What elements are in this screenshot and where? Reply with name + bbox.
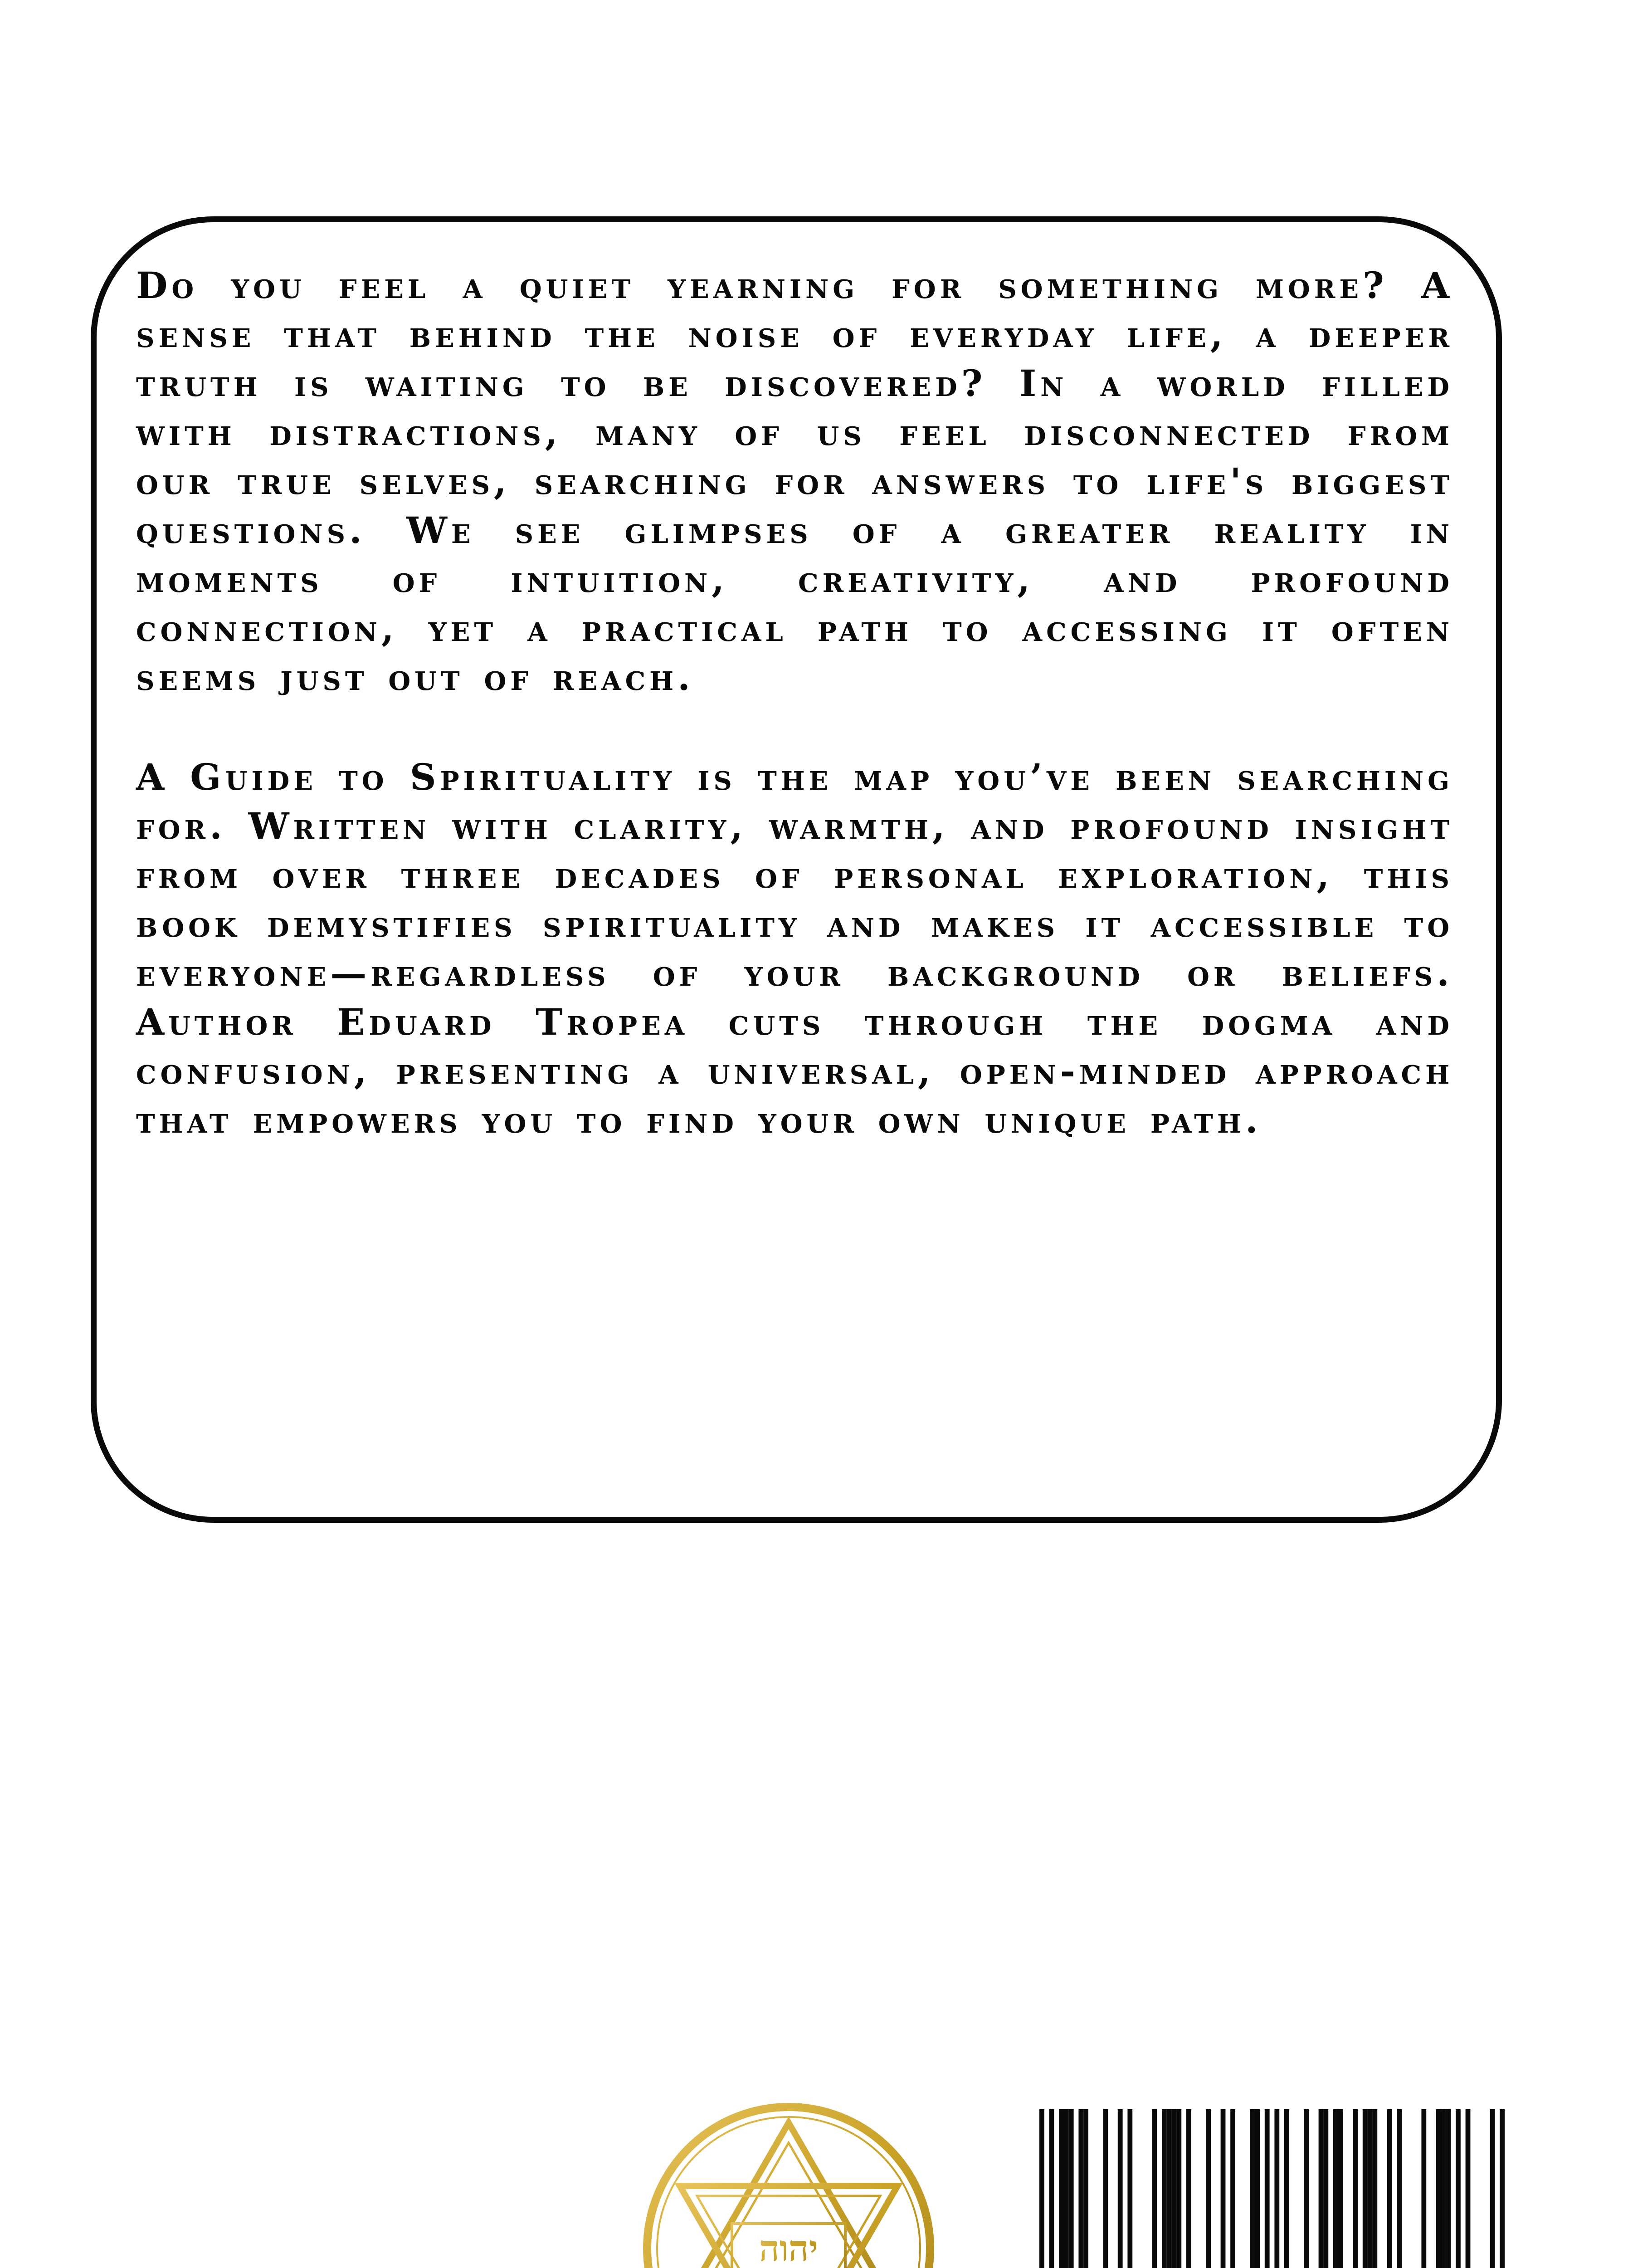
barcode-bar <box>1397 2109 1402 2268</box>
barcode-bar <box>1230 2109 1235 2268</box>
barcode-bar <box>1118 2109 1123 2268</box>
barcode-bar <box>1372 2109 1377 2268</box>
barcode-bar <box>1255 2109 1260 2268</box>
barcode-bar <box>1162 2109 1167 2268</box>
barcode-bar <box>1078 2109 1083 2268</box>
barcode-bar <box>1490 2109 1495 2268</box>
barcode-bar <box>1284 2109 1289 2268</box>
star-of-david-icon <box>641 2101 936 2268</box>
barcode-bar <box>1323 2109 1328 2268</box>
barcode-bar <box>1186 2109 1191 2268</box>
barcode-bar <box>1500 2109 1505 2268</box>
barcode-bar <box>1206 2109 1211 2268</box>
barcode-bar <box>1152 2109 1157 2268</box>
barcode-bar <box>1103 2109 1108 2268</box>
blurb-paragraph-2: A Guide to Spirituality is the map you’ve been searching for. Written with clarity, warmth, and profound insight from over three decades of personal exploration, this book demystifies spirituality and makes it accessible to everyone—regardless of your background or beliefs. Author Eduard Tropea cuts through the dogma and confusion, presenting a universal, open-minded approach that empowers you to find your own unique path. <box>136 756 1454 1141</box>
barcode-bar <box>1353 2109 1358 2268</box>
barcode-bar <box>1363 2109 1368 2268</box>
barcode-bar <box>1338 2109 1343 2268</box>
barcode-bar <box>1274 2109 1279 2268</box>
barcode-bar <box>1387 2109 1392 2268</box>
barcode-bar <box>1368 2109 1373 2268</box>
barcode-bar <box>1466 2109 1471 2268</box>
barcode-bar <box>1167 2109 1172 2268</box>
barcode-bar <box>1436 2109 1441 2268</box>
barcode-bar <box>1333 2109 1338 2268</box>
barcode-bar <box>1039 2109 1044 2268</box>
barcode-bar <box>1069 2109 1074 2268</box>
barcode-bar <box>1265 2109 1270 2268</box>
blurb-text <box>136 261 1453 1144</box>
isbn-barcode <box>1029 2109 1506 2268</box>
barcode-bar <box>1172 2109 1177 2268</box>
barcode-bar <box>1049 2109 1054 2268</box>
barcode-bar <box>1441 2109 1446 2268</box>
barcode-bar <box>1221 2109 1226 2268</box>
blurb-paragraph-1: Do you feel a quiet yearning for something more? A sense that behind the noise of everyday life, a deeper truth is waiting to be discovered? In a world filled with distractions, many of us feel disconnected from our true selves, searching for answers to life's biggest questions. We see glimpses of a greater reality in moments of intuition, creativity, and profound connection, yet a practical path to accessing it often seems just out of reach. <box>136 264 1453 699</box>
barcode-bar <box>1304 2109 1309 2268</box>
barcode-bar <box>1059 2109 1064 2268</box>
barcode-bar <box>1456 2109 1461 2268</box>
barcode-bar <box>1127 2109 1132 2268</box>
barcode-bar <box>1319 2109 1324 2268</box>
barcode-bar <box>1250 2109 1255 2268</box>
barcode-bar <box>1421 2109 1426 2268</box>
barcode-bar <box>1176 2109 1181 2268</box>
barcode-bar <box>1064 2109 1069 2268</box>
barcode-bar <box>1446 2109 1451 2268</box>
seal-hebrew-text: יהוה <box>759 2228 819 2268</box>
barcode-bar <box>1083 2109 1088 2268</box>
